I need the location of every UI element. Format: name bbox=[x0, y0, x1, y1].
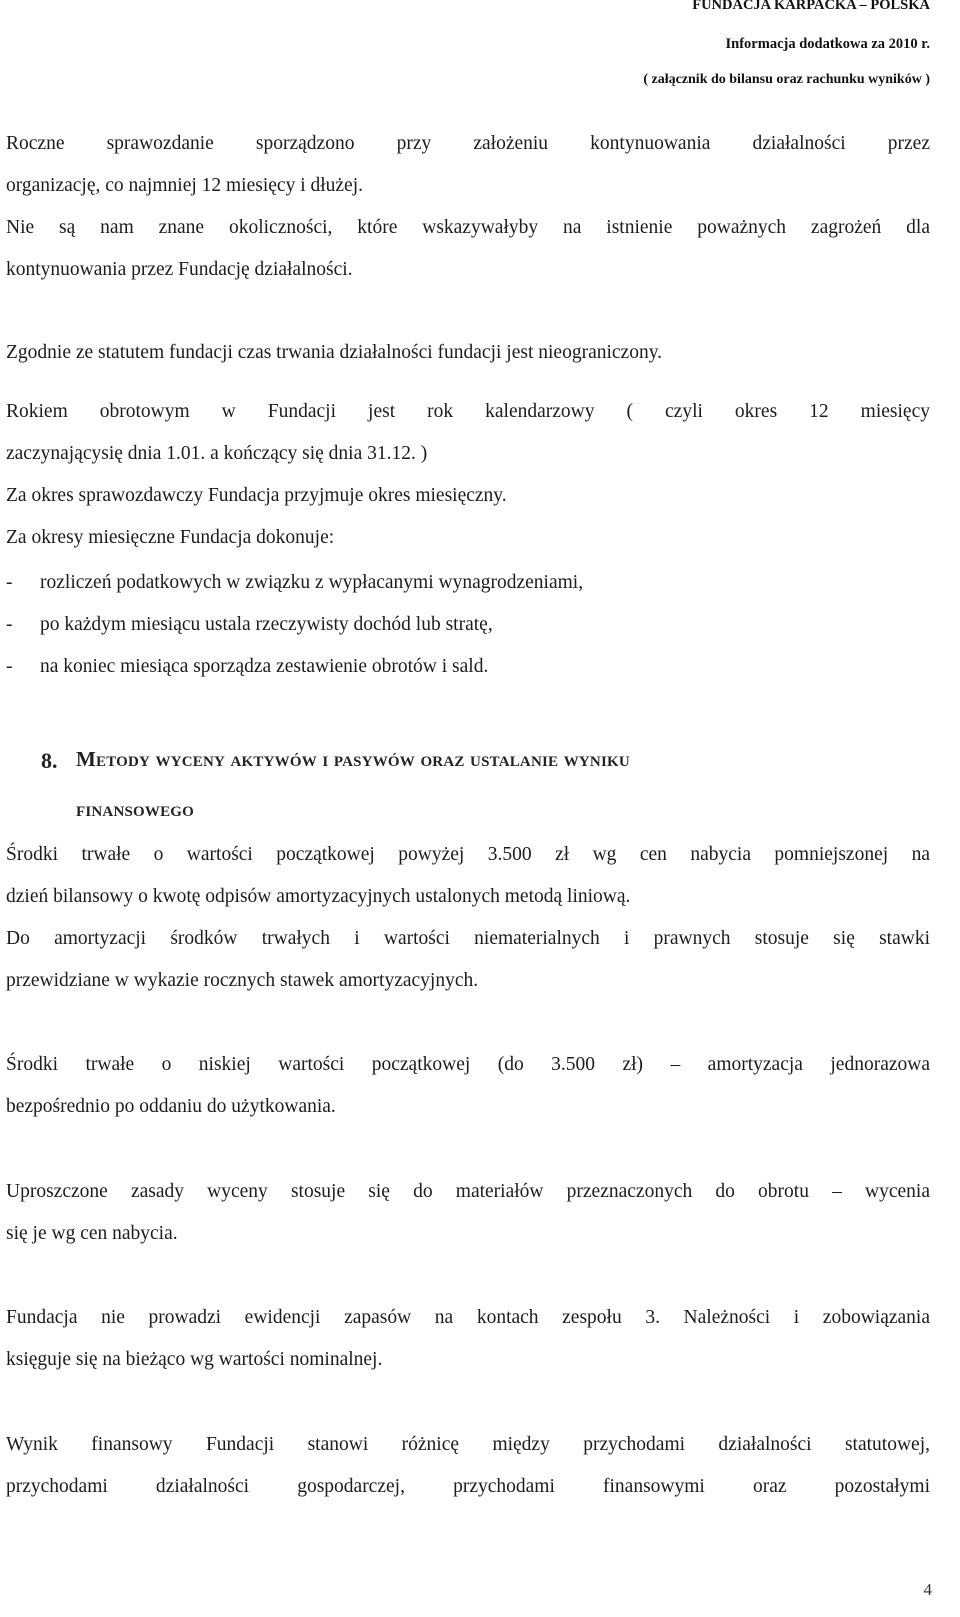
paragraph-line: Do amortyzacji środków trwałych i wartości niematerialnych i prawnych stosuje się stawki bbox=[6, 928, 930, 949]
paragraph-line: Rokiem obrotowym w Fundacji jest rok kalendarzowy ( czyli okres 12 miesięcy bbox=[6, 401, 930, 422]
paragraph-line: księguje się na bieżąco wg wartości nominalnej. bbox=[6, 1349, 383, 1370]
list-item-text: po każdym miesiącu ustala rzeczywisty dochód lub stratę, bbox=[40, 614, 493, 635]
header-organization: FUNDACJA KARPACKA – POLSKA bbox=[692, 0, 930, 13]
paragraph-line: organizację, co najmniej 12 miesięcy i dłużej. bbox=[6, 175, 364, 196]
list-bullet: - bbox=[6, 656, 13, 677]
list-item-text: rozliczeń podatkowych w związku z wypłacanymi wynagrodzeniami, bbox=[40, 572, 584, 593]
list-item bbox=[6, 656, 488, 678]
header-subtitle: ( załącznik do bilansu oraz rachunku wyników ) bbox=[643, 72, 930, 87]
paragraph-line: Środki trwałe o niskiej wartości początkowej (do 3.500 zł) – amortyzacja jednorazowa bbox=[6, 1054, 930, 1075]
paragraph-line: przychodami działalności gospodarczej, przychodami finansowymi oraz pozostałymi bbox=[6, 1476, 930, 1497]
paragraph-line: Roczne sprawozdanie sporządzono przy założeniu kontynuowania działalności przez bbox=[6, 133, 930, 154]
paragraph-line: Za okres sprawozdawczy Fundacja przyjmuje okres miesięczny. bbox=[6, 485, 507, 506]
section-number: 8. bbox=[41, 748, 58, 773]
list-bullet: - bbox=[6, 614, 13, 635]
paragraph-line: bezpośrednio po oddaniu do użytkowania. bbox=[6, 1096, 336, 1117]
paragraph-line: Środki trwałe o wartości początkowej powyżej 3.500 zł wg cen nabycia pomniejszonej na bbox=[6, 844, 930, 865]
page-number: 4 bbox=[923, 1580, 932, 1599]
list-item bbox=[6, 572, 583, 594]
paragraph-duration: Zgodnie ze statutem fundacji czas trwania działalności fundacji jest nieograniczony. bbox=[6, 342, 663, 363]
paragraph-line: przewidziane w wykazie rocznych stawek amortyzacyjnych. bbox=[6, 970, 479, 991]
header-title: Informacja dodatkowa za 2010 r. bbox=[725, 36, 930, 52]
paragraph-line: zaczynającysię dnia 1.01. a kończący się dnia 31.12. ) bbox=[6, 443, 428, 464]
paragraph-line: dzień bilansowy o kwotę odpisów amortyzacyjnych ustalonych metodą liniową. bbox=[6, 886, 631, 907]
paragraph-line: Fundacja nie prowadzi ewidencji zapasów na kontach zespołu 3. Należności i zobowiązania bbox=[6, 1307, 930, 1328]
paragraph-line: Nie są nam znane okoliczności, które wskazywałyby na istnienie poważnych zagrożeń dla bbox=[6, 217, 930, 238]
section-title-line1: Metody wyceny aktywów i pasywów oraz ustalanie wyniku bbox=[76, 747, 630, 771]
list-bullet: - bbox=[6, 572, 13, 593]
list-item-text: na koniec miesiąca sporządza zestawienie obrotów i sald. bbox=[40, 656, 489, 677]
paragraph-line: Uproszczone zasady wyceny stosuje się do materiałów przeznaczonych do obrotu – wycenia bbox=[6, 1181, 930, 1202]
section-title-line2: finansowego bbox=[76, 797, 195, 821]
paragraph-line: się je wg cen nabycia. bbox=[6, 1223, 178, 1244]
paragraph-line: Za okresy miesięczne Fundacja dokonuje: bbox=[6, 527, 335, 548]
list-item bbox=[6, 614, 493, 636]
paragraph-line: kontynuowania przez Fundację działalności. bbox=[6, 259, 353, 280]
paragraph-line: Wynik finansowy Fundacji stanowi różnicę między przychodami działalności statutowej, bbox=[6, 1434, 930, 1455]
